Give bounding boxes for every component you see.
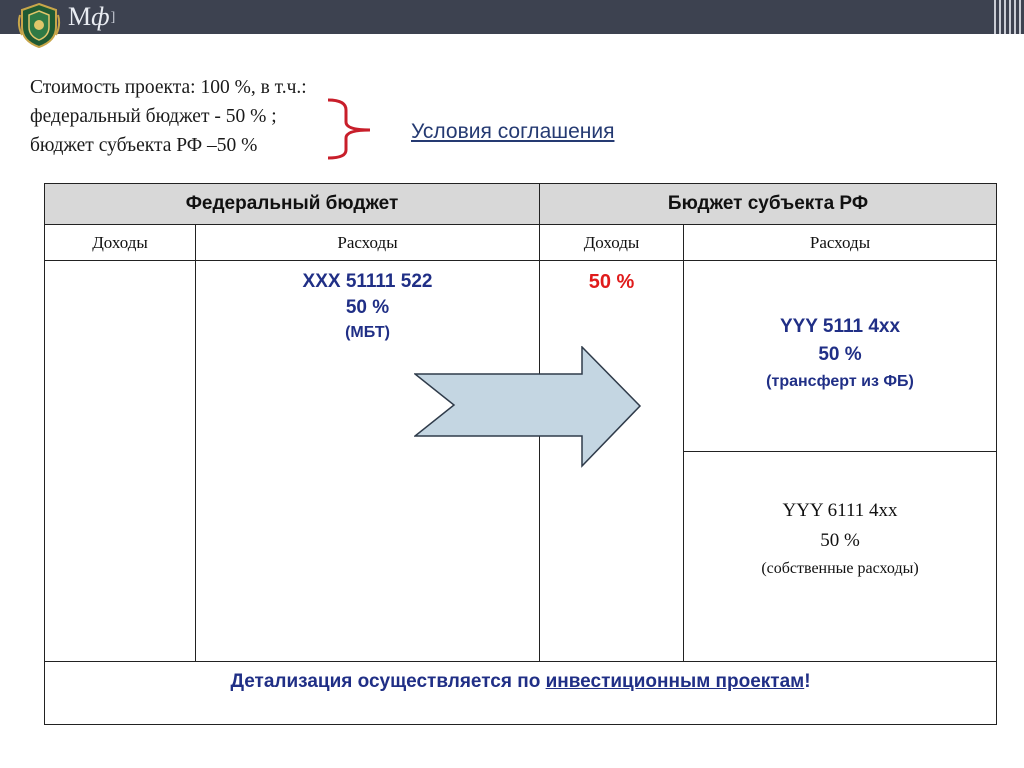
regional-expense-header: Расходы	[683, 224, 997, 261]
transfer-expense-percent: 50 %	[818, 344, 862, 365]
federal-budget-header: Федеральный бюджет	[44, 183, 540, 225]
regional-income-percent: 50 %	[588, 271, 635, 293]
regional-share-line: бюджет субъекта РФ –50 %	[30, 135, 258, 156]
curly-brace-icon	[324, 96, 376, 162]
federal-expense-note: (МБТ)	[345, 324, 390, 341]
transfer-expense-code: YYY 5111 4хх	[779, 316, 901, 337]
federal-income-header: Доходы	[44, 224, 196, 261]
project-cost-summary	[30, 73, 307, 160]
federal-expense-percent: 50 %	[345, 297, 390, 318]
regional-transfer-expense-cell	[683, 260, 997, 452]
regional-budget-header: Бюджет субъекта РФ	[539, 183, 997, 225]
top-bar	[0, 0, 1024, 34]
transfer-expense-note: (трансферт из ФБ)	[766, 373, 914, 390]
regional-own-expense-cell	[683, 451, 997, 662]
own-expense-note: (собственные расходы)	[761, 560, 919, 577]
emblem-icon	[16, 1, 62, 49]
transfer-arrow-icon	[414, 346, 642, 468]
agreement-conditions-label: Условия соглашения	[411, 120, 615, 143]
regional-income-header: Доходы	[539, 224, 684, 261]
federal-share-line: федеральный бюджет - 50 % ;	[30, 106, 277, 127]
logo-text: Мф]	[68, 2, 116, 31]
federal-income-cell	[44, 260, 196, 662]
investment-projects-link: инвестиционным проектам	[545, 671, 805, 692]
cost-line: Стоимость проекта: 100 %, в т.ч.:	[30, 77, 307, 98]
federal-expense-header: Расходы	[195, 224, 540, 261]
own-expense-code: YYY 6111 4хх	[782, 500, 898, 521]
own-expense-percent: 50 %	[820, 530, 860, 551]
decorative-stripes	[990, 0, 1024, 34]
federal-expense-code: ХХХ 51111 522	[302, 271, 433, 292]
detailing-note: Детализация осуществляется по инвестиционным проектам!	[230, 671, 811, 692]
